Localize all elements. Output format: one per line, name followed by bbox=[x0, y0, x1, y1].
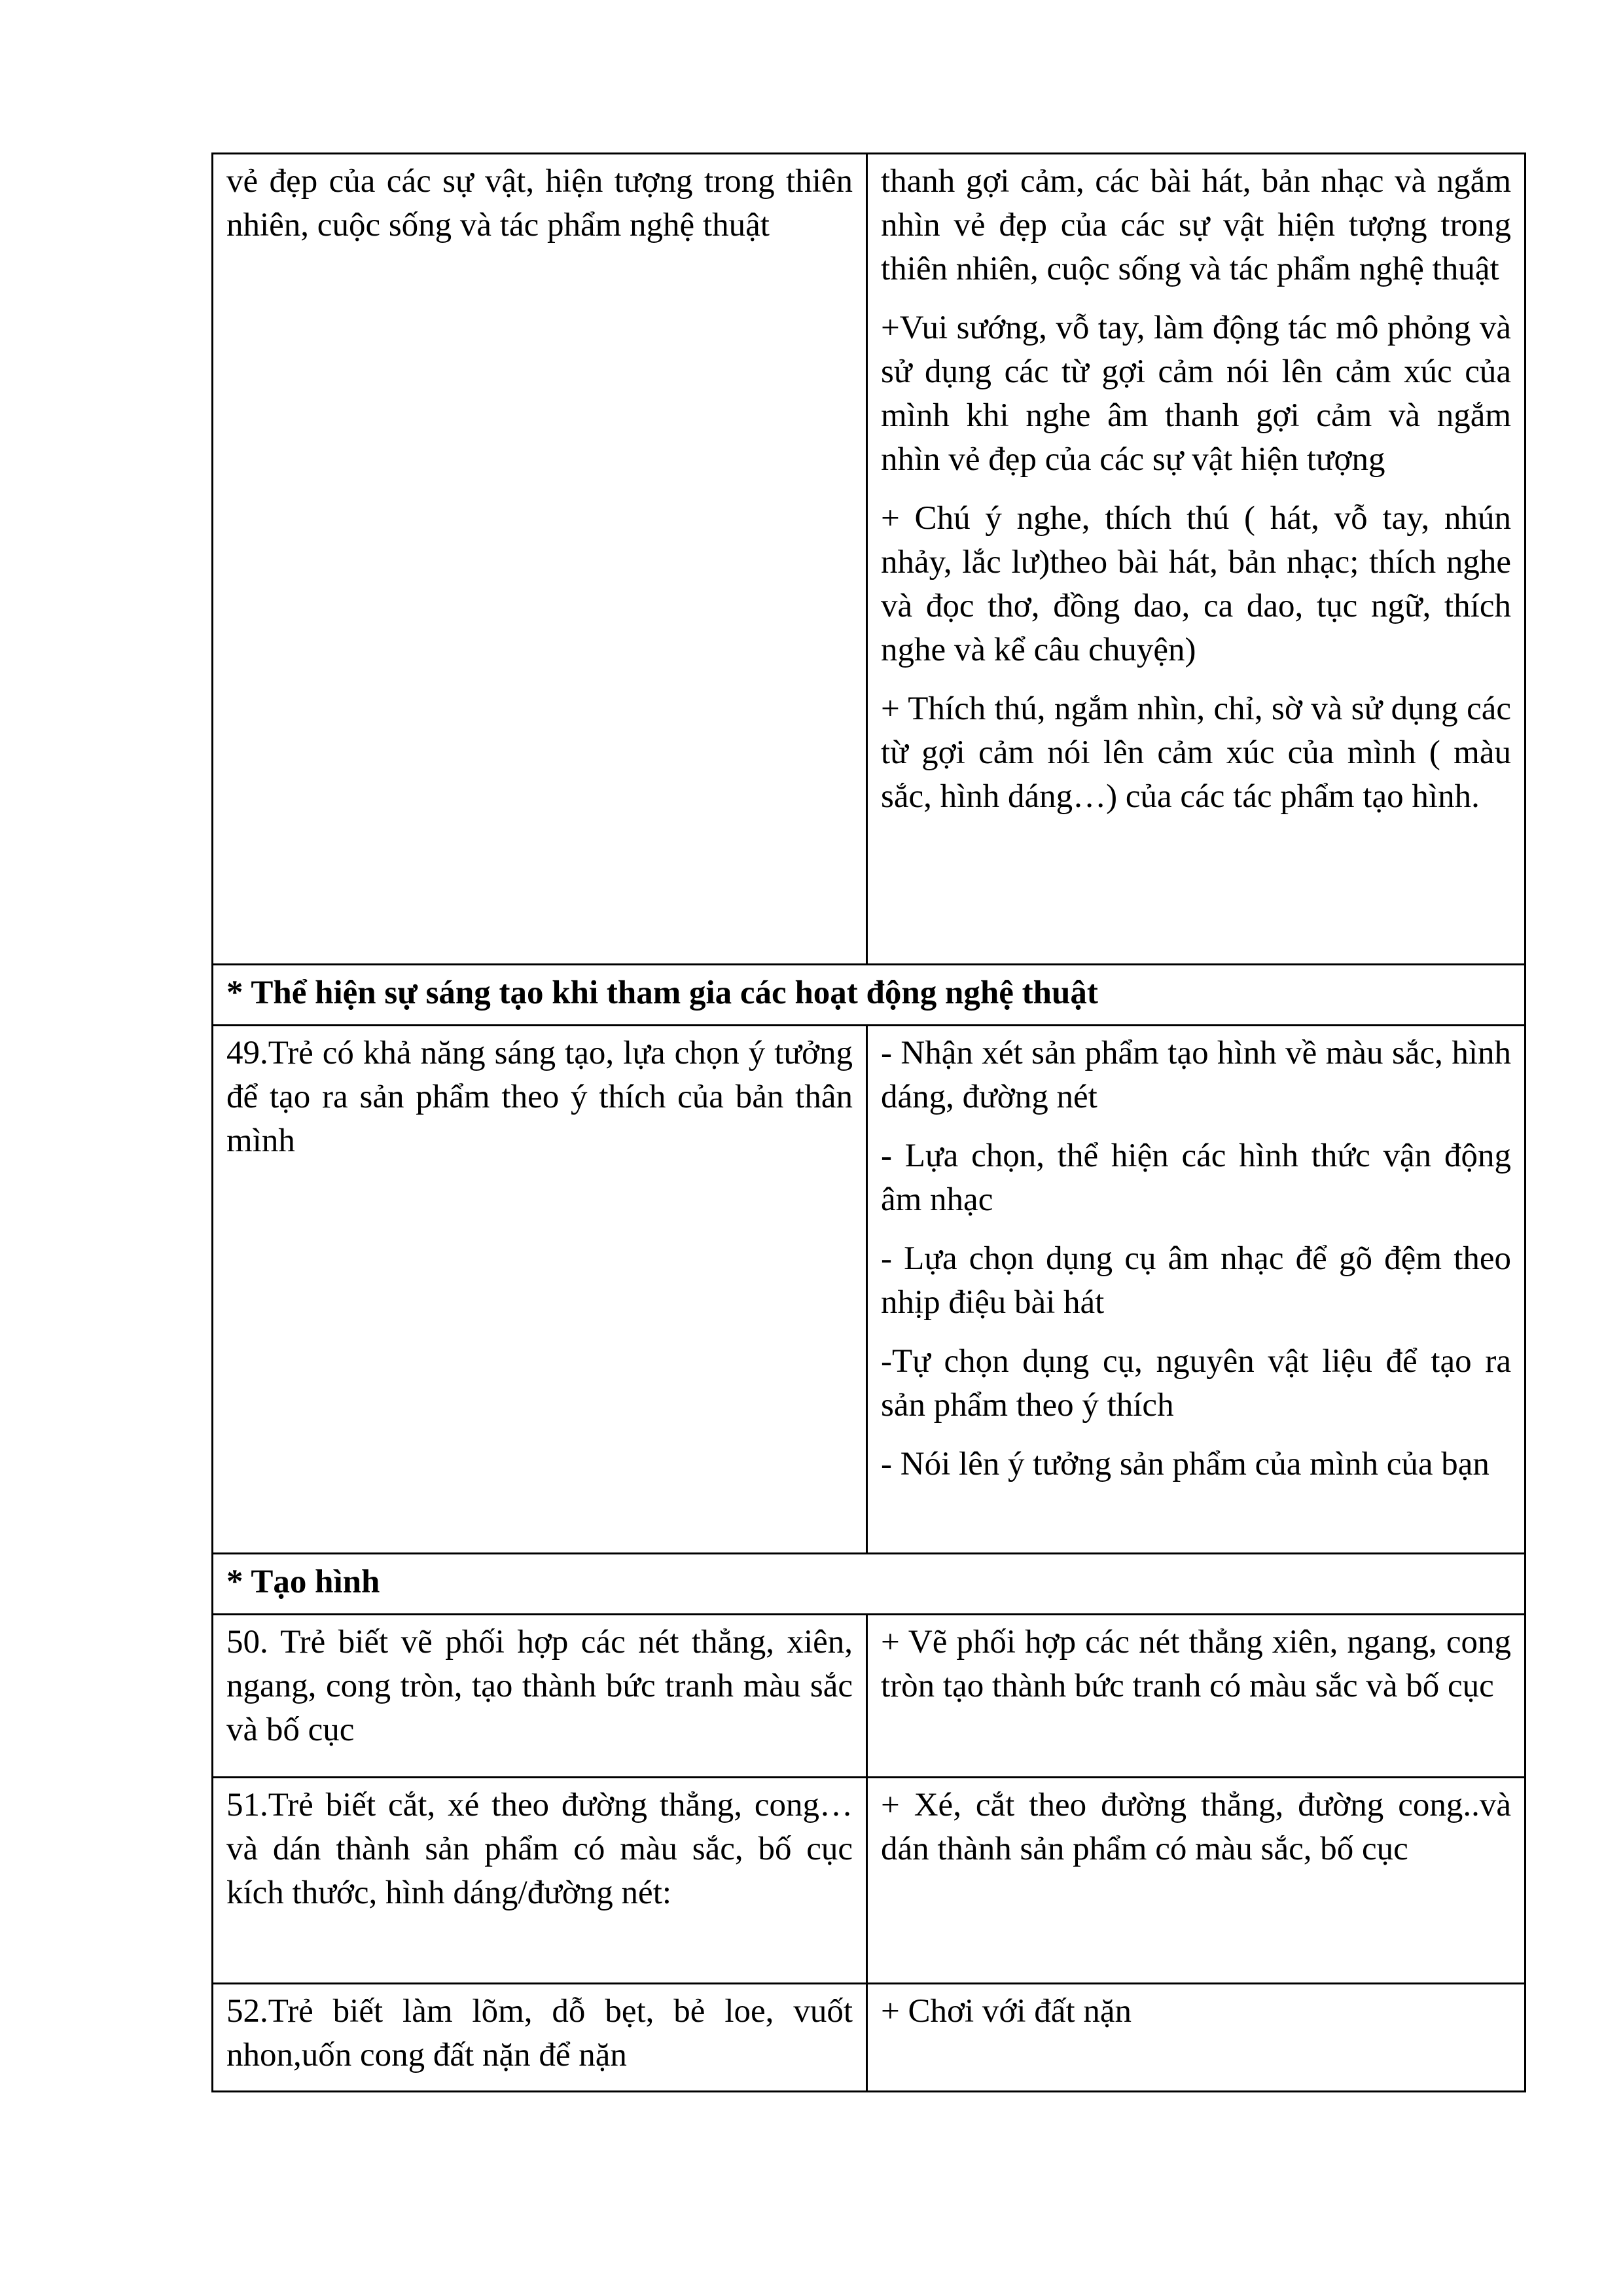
content-item: - Nhận xét sản phẩm tạo hình về màu sắc, hình dáng, đường nét bbox=[881, 1035, 1511, 1115]
content-item: + Vẽ phối hợp các nét thẳng xiên, ngang, cong tròn tạo thành bức tranh có màu sắc và bố cục bbox=[881, 1624, 1511, 1704]
content-item: + Chú ý nghe, thích thú ( hát, vỗ tay, nhún nhảy, lắc lư)theo bài hát, bản nhạc; thích nghe và đọc thơ, đồng dao, ca dao, tục ngữ, thích nghe và kể câu chuyện) bbox=[881, 500, 1511, 668]
objective-cell bbox=[213, 1026, 867, 1554]
table-row bbox=[213, 1984, 1525, 2092]
objective-cell bbox=[213, 1615, 867, 1778]
objective-text: 49.Trẻ có khả năng sáng tạo, lựa chọn ý tưởng để tạo ra sản phẩm theo ý thích của bản thân mình bbox=[226, 1035, 853, 1159]
content-cell bbox=[867, 1778, 1525, 1984]
section-row bbox=[213, 1554, 1525, 1615]
content-item: -Tự chọn dụng cụ, nguyên vật liệu để tạo ra sản phẩm theo ý thích bbox=[881, 1343, 1511, 1424]
table-row bbox=[213, 1026, 1525, 1554]
objective-text: 50. Trẻ biết vẽ phối hợp các nét thẳng, xiên, ngang, cong tròn, tạo thành bức tranh màu sắc và bố cục bbox=[226, 1624, 853, 1748]
objective-cell bbox=[213, 154, 867, 965]
content-cell bbox=[867, 1026, 1525, 1554]
section-heading: * Thể hiện sự sáng tạo khi tham gia các hoạt động nghệ thuật bbox=[213, 965, 1525, 1026]
content-table bbox=[211, 152, 1526, 2092]
content-cell bbox=[867, 1615, 1525, 1778]
section-heading: * Tạo hình bbox=[213, 1554, 1525, 1615]
content-item: +Vui sướng, vỗ tay, làm động tác mô phỏng và sử dụng các từ gợi cảm nói lên cảm xúc của mình khi nghe âm thanh gợi cảm và ngắm nhìn vẻ đẹp của các sự vật hiện tượng bbox=[881, 310, 1511, 478]
content-cell bbox=[867, 1984, 1525, 2092]
objective-cell bbox=[213, 1984, 867, 2092]
objective-cell bbox=[213, 1778, 867, 1984]
table-row bbox=[213, 1778, 1525, 1984]
objective-text: 51.Trẻ biết cắt, xé theo đường thẳng, cong…và dán thành sản phẩm có màu sắc, bố cục kích thước, hình dáng/đường nét: bbox=[226, 1787, 853, 1911]
table-row bbox=[213, 1615, 1525, 1778]
content-item: + Chơi với đất nặn bbox=[881, 1993, 1132, 2030]
content-item: + Thích thú, ngắm nhìn, chỉ, sờ và sử dụng các từ gợi cảm nói lên cảm xúc của mình ( màu sắc, hình dáng…) của các tác phẩm tạo hình. bbox=[881, 691, 1511, 815]
objective-text: 52.Trẻ biết làm lõm, dỗ bẹt, bẻ loe, vuốt nhon,uốn cong đất nặn để nặn bbox=[226, 1993, 853, 2073]
content-item: - Lựa chọn, thể hiện các hình thức vận động âm nhạc bbox=[881, 1138, 1511, 1218]
section-row bbox=[213, 965, 1525, 1026]
content-item: + Xé, cắt theo đường thẳng, đường cong..và dán thành sản phẩm có màu sắc, bố cục bbox=[881, 1787, 1511, 1867]
content-item: - Nói lên ý tưởng sản phẩm của mình của bạn bbox=[881, 1446, 1489, 1482]
content-cell bbox=[867, 154, 1525, 965]
table-row bbox=[213, 154, 1525, 965]
content-item: thanh gợi cảm, các bài hát, bản nhạc và ngắm nhìn vẻ đẹp của các sự vật hiện tượng trong thiên nhiên, cuộc sống và tác phẩm nghệ thuật bbox=[881, 163, 1511, 287]
content-item: - Lựa chọn dụng cụ âm nhạc để gõ đệm theo nhịp điệu bài hát bbox=[881, 1240, 1511, 1321]
objective-text: vẻ đẹp của các sự vật, hiện tượng trong thiên nhiên, cuộc sống và tác phẩm nghệ thuật bbox=[226, 163, 853, 243]
